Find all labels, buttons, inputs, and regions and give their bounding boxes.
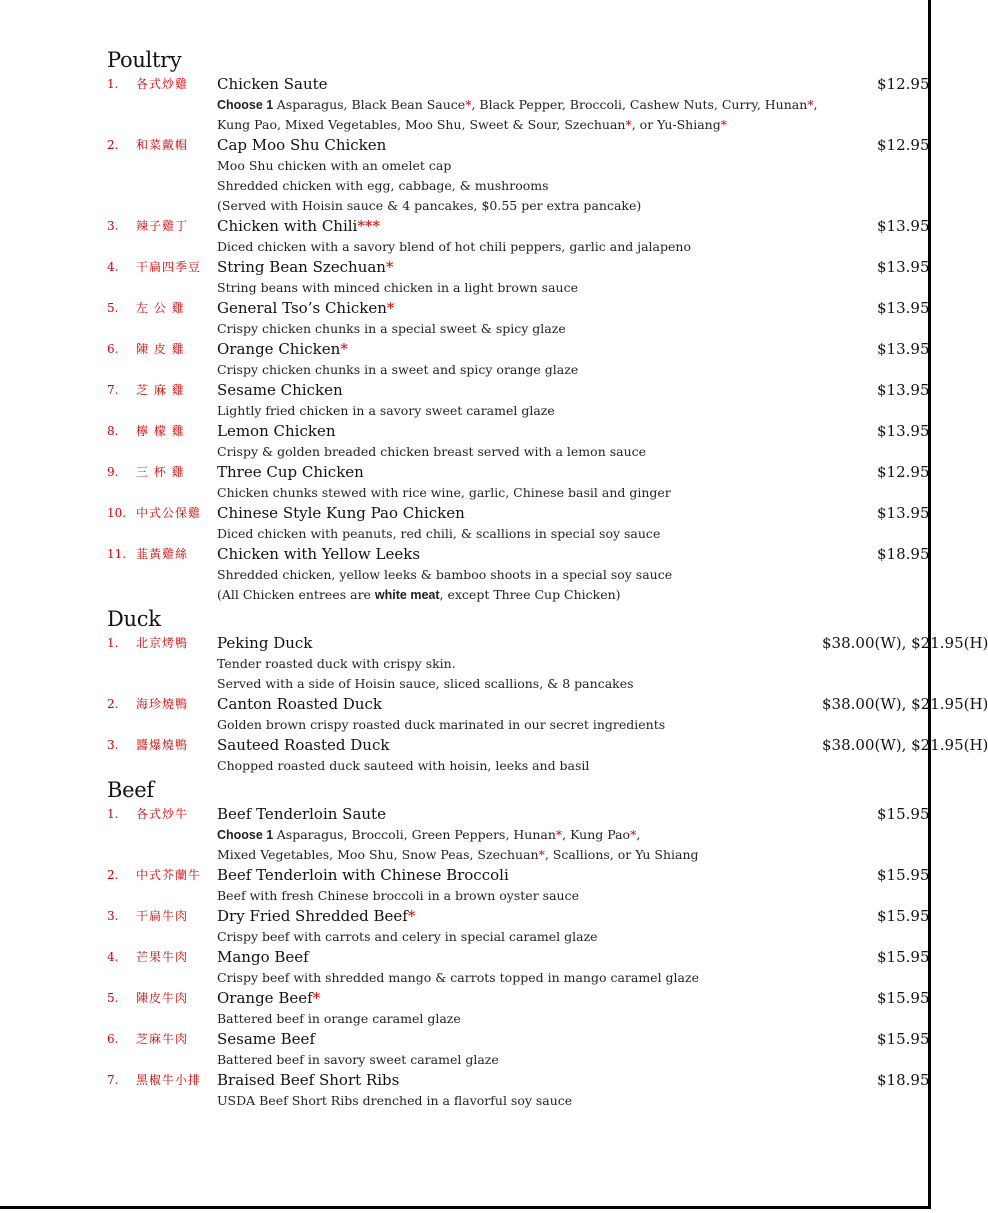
item-name-row [217,865,930,886]
description-text: Crispy beef with shredded mango & carrots topped in mango caramel glaze [217,970,699,985]
item-description-line [217,565,887,585]
item-description-line [217,585,887,605]
menu-content [107,46,988,1111]
description-text: Golden brown crispy roasted duck marinated in our secret ingredients [217,717,666,732]
emphasis-text: Choose 1 [217,828,277,842]
item-price: $15.95 [877,989,930,1007]
menu-item [107,216,930,257]
item-number: 6. [107,1032,119,1046]
item-name-row [217,1070,930,1091]
item-description-line [217,715,887,735]
item-name: Beef Tenderloin Saute [217,805,386,823]
item-number: 3. [107,909,119,923]
item-description-line [217,756,887,776]
item-number: 4. [107,950,119,964]
item-description-line [217,483,887,503]
menu-item [107,135,930,216]
section-title: Beef [107,778,154,802]
menu-item [107,544,930,605]
description-text: USDA Beef Short Ribs drenched in a flavorful soy sauce [217,1093,573,1108]
item-name: Chicken with Chili [217,217,358,235]
item-chinese-name: 芝 麻 雞 [136,383,185,397]
menu-item [107,74,930,135]
menu-section-poultry [107,46,930,605]
item-number: 5. [107,991,119,1005]
item-chinese-name: 海珍燒鴨 [136,697,189,711]
item-price: $18.95 [877,1071,930,1089]
item-description-line [217,1050,887,1070]
menu-item [107,947,930,988]
menu-item [107,906,930,947]
description-text: Crispy beef with carrots and celery in special caramel glaze [217,929,598,944]
item-description-line [217,674,887,694]
item-description-line [217,237,887,257]
emphasis-text: white meat [374,588,440,602]
description-text: Asparagus, Black Bean Sauce [276,97,466,112]
menu-item [107,735,988,776]
item-name: String Bean Szechuan [217,258,386,276]
spicy-marker: * [340,340,348,358]
menu-item [107,1029,930,1070]
item-name: Sauteed Roasted Duck [217,736,390,754]
item-number: 4. [107,260,119,274]
item-name-row [217,694,988,715]
item-name-row [217,947,930,968]
item-name-row [217,339,930,360]
item-chinese-name: 干扁四季豆 [136,260,202,274]
item-description-line [217,1009,887,1029]
item-name: Lemon Chicken [217,422,336,440]
menu-item [107,421,930,462]
item-description-line [217,845,887,865]
item-chinese-name: 陳 皮 雞 [136,342,185,356]
item-price: $15.95 [877,907,930,925]
description-text: Shredded chicken with egg, cabbage, & mushrooms [217,178,549,193]
item-description-line [217,278,887,298]
item-description-line [217,176,887,196]
spicy-marker: * [625,117,632,132]
item-name: Chicken Saute [217,75,328,93]
item-price: $13.95 [877,340,930,358]
item-name-row [217,216,930,237]
item-chinese-name: 中式公保雞 [136,506,202,520]
item-description-line [217,401,887,421]
item-name: Chicken with Yellow Leeks [217,545,421,563]
item-description-line [217,825,887,845]
item-description-line [217,442,887,462]
item-description-line [217,196,887,216]
description-text: Asparagus, Broccoli, Green Peppers, Hunan [276,827,556,842]
item-description-line [217,360,887,380]
description-text: Lightly fried chicken in a savory sweet caramel glaze [217,403,555,418]
item-chinese-name: 黑椒牛小排 [136,1073,202,1087]
spicy-marker: * [386,299,395,317]
item-name: Peking Duck [217,634,313,652]
item-name-row [217,735,988,756]
item-chinese-name: 檸 檬 雞 [136,424,185,438]
item-name-row [217,633,988,654]
spicy-marker: * [407,907,416,925]
menu-item [107,462,930,503]
item-name-row [217,74,930,95]
item-description-line [217,156,887,176]
item-chinese-name: 三 杯 雞 [136,465,185,479]
item-number: 11. [107,547,127,561]
item-price: $13.95 [877,217,930,235]
item-price: $15.95 [877,805,930,823]
description-text: , Scallions, or Yu Shiang [544,847,699,862]
item-description-line [217,654,887,674]
item-name-row [217,257,930,278]
description-text: , or Yu-Shiang [631,117,721,132]
menu-item [107,988,930,1029]
item-price: $13.95 [877,504,930,522]
description-text: (All Chicken entrees are [217,587,375,602]
item-number: 6. [107,342,119,356]
item-price: $38.00(W), $21.95(H) [822,634,988,652]
item-chinese-name: 各式炒牛 [136,807,189,821]
item-chinese-name: 和菜戴帽 [136,138,189,152]
item-number: 1. [107,807,119,821]
item-number: 8. [107,424,119,438]
description-text: , [636,827,641,842]
spicy-marker: * [312,989,321,1007]
spicy-marker: * [465,97,472,112]
spicy-marker: *** [357,217,380,235]
section-title: Poultry [107,48,182,72]
item-number: 2. [107,868,119,882]
description-text: , Kung Pao [562,827,631,842]
item-price: $13.95 [877,381,930,399]
menu-item [107,339,930,380]
item-name: Mango Beef [217,948,309,966]
spicy-marker: * [555,827,563,842]
item-name-row [217,380,930,401]
item-price: $38.00(W), $21.95(H) [822,736,988,754]
item-name-row [217,544,930,565]
item-number: 3. [107,738,119,752]
item-chinese-name: 韮黃雞絲 [136,547,189,561]
menu-item [107,1070,930,1111]
item-number: 7. [107,1073,119,1087]
description-text: String beans with minced chicken in a light brown sauce [217,280,578,295]
description-text: , Black Pepper, Broccoli, Cashew Nuts, Curry, Hunan [471,97,808,112]
item-price: $13.95 [877,422,930,440]
item-description-line [217,927,887,947]
item-price: $15.95 [877,948,930,966]
spicy-marker: * [807,97,814,112]
item-description-line [217,319,887,339]
item-description-line [217,524,887,544]
menu-item [107,298,930,339]
item-name: Cap Moo Shu Chicken [217,136,387,154]
description-text: Tender roasted duck with crispy skin. [217,656,456,671]
description-text: Battered beef in savory sweet caramel glaze [217,1052,499,1067]
item-name: Sesame Chicken [217,381,343,399]
item-chinese-name: 中式芥蘭牛 [136,868,202,882]
spicy-marker: * [538,847,545,862]
item-number: 1. [107,77,119,91]
item-chinese-name: 芝麻牛肉 [136,1032,189,1046]
item-chinese-name: 芒果牛肉 [136,950,189,964]
item-price: $15.95 [877,1030,930,1048]
item-price: $12.95 [877,136,930,154]
item-chinese-name: 左 公 雞 [136,301,185,315]
item-price: $38.00(W), $21.95(H) [822,695,988,713]
item-name: General Tso’s Chicken [217,299,387,317]
item-price: $12.95 [877,463,930,481]
menu-section-beef [107,776,930,1111]
item-name-row [217,298,930,319]
item-price: $13.95 [877,299,930,317]
item-description-line [217,968,887,988]
spicy-marker: * [385,258,394,276]
description-text: Diced chicken with a savory blend of hot chili peppers, garlic and jalapeno [217,239,691,254]
item-name-row [217,462,930,483]
item-chinese-name: 各式炒雞 [136,77,189,91]
description-text: Crispy & golden breaded chicken breast served with a lemon sauce [217,444,647,459]
item-description-line [217,886,887,906]
item-name: Dry Fried Shredded Beef [217,907,408,925]
item-number: 7. [107,383,119,397]
item-price: $15.95 [877,866,930,884]
menu-item [107,503,930,544]
menu-item [107,633,988,694]
item-name-row [217,804,930,825]
menu-item [107,804,930,865]
description-text: Crispy chicken chunks in a sweet and spicy orange glaze [217,362,579,377]
menu-item [107,257,930,298]
item-name-row [217,988,930,1009]
description-text: (Served with Hoisin sauce & 4 pancakes, $0.55 per extra pancake) [217,198,642,213]
item-number: 1. [107,636,119,650]
item-chinese-name: 干扁牛肉 [136,909,189,923]
description-text: Kung Pao, Mixed Vegetables, Moo Shu, Sweet & Sour, Szechuan [217,117,626,132]
spicy-marker: * [720,117,727,132]
item-description-line [217,1091,887,1111]
item-name-row [217,503,930,524]
item-name-row [217,906,930,927]
item-chinese-name: 北京烤鴨 [136,636,189,650]
spicy-marker: * [630,827,637,842]
menu-section-duck [107,605,988,776]
item-chinese-name: 醬爆燒鴨 [136,738,189,752]
description-text: Shredded chicken, yellow leeks & bamboo shoots in a special soy sauce [217,567,673,582]
item-price: $13.95 [877,258,930,276]
description-text: Chicken chunks stewed with rice wine, garlic, Chinese basil and ginger [217,485,671,500]
item-description-line [217,115,887,135]
description-text: Chopped roasted duck sauteed with hoisin, leeks and basil [217,758,590,773]
description-text: Diced chicken with peanuts, red chili, & scallions in special soy sauce [217,526,661,541]
description-text: Mixed Vegetables, Moo Shu, Snow Peas, Szechuan [217,847,539,862]
description-text: Served with a side of Hoisin sauce, sliced scallions, & 8 pancakes [217,676,634,691]
item-number: 2. [107,138,119,152]
item-name: Orange Beef [217,989,313,1007]
description-text: , except Three Cup Chicken) [439,587,621,602]
menu-item [107,380,930,421]
description-text: Moo Shu chicken with an omelet cap [217,158,452,173]
item-number: 10. [107,506,127,520]
item-name-row [217,135,930,156]
item-name-row [217,421,930,442]
item-name: Chinese Style Kung Pao Chicken [217,504,465,522]
menu-item [107,865,930,906]
description-text: Crispy chicken chunks in a special sweet & spicy glaze [217,321,566,336]
item-name: Braised Beef Short Ribs [217,1071,400,1089]
item-number: 5. [107,301,119,315]
item-description-line [217,95,887,115]
item-chinese-name: 辣子雞丁 [136,219,189,233]
description-text: Beef with fresh Chinese broccoli in a brown oyster sauce [217,888,579,903]
section-title: Duck [107,607,161,631]
description-text: , [813,97,818,112]
item-name: Orange Chicken [217,340,341,358]
item-name: Three Cup Chicken [217,463,364,481]
emphasis-text: Choose 1 [217,98,277,112]
item-number: 2. [107,697,119,711]
item-number: 3. [107,219,119,233]
description-text: Battered beef in orange caramel glaze [217,1011,461,1026]
item-chinese-name: 陳皮牛肉 [136,991,189,1005]
item-price: $12.95 [877,75,930,93]
item-name: Canton Roasted Duck [217,695,382,713]
item-number: 9. [107,465,119,479]
item-name: Beef Tenderloin with Chinese Broccoli [217,866,509,884]
item-price: $18.95 [877,545,930,563]
item-name-row [217,1029,930,1050]
item-name: Sesame Beef [217,1030,315,1048]
menu-item [107,694,988,735]
